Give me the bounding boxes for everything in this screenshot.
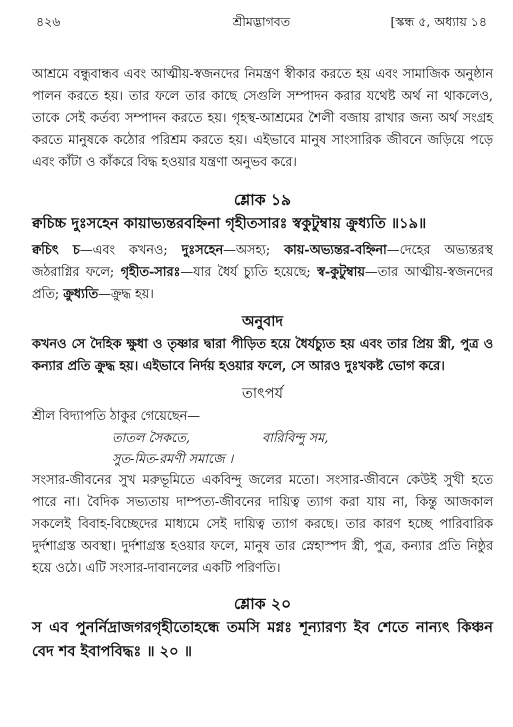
synonym-meaning: —দেহের অভ্যন্তরস্থ জঠরাগ্নির ফলে;: [32, 243, 493, 280]
verse-20-text: স এব পুনর্নিদ্রাজগরগৃহীতোহন্ধে তমসি মগ্নঃ শূন্যারণ্য ইব শেতে নান্যৎ কিঞ্চন বেদ শব ইবাপবিদ্ধঃ ॥ ২০ ॥: [32, 619, 493, 660]
synonym-meaning: —তার আত্মীয়-স্বজনদের প্রতি;: [32, 265, 494, 302]
verse-19-heading: শ্লোক ১৯: [233, 190, 292, 209]
quote-line-1b: বারিবিন্দু সম,: [262, 431, 329, 446]
synonym-term: ক্রুধ্যতি: [63, 287, 99, 302]
purport-text: সংসার-জীবনের সুখ মরুভূমিতে একবিন্দু জলের মতো। সংসার-জীবনে কেউই সুখী হতে পারে না। বৈদিক সভ্যতায় দাম্পত্য-জীবনের দায়িত্ব ত্যাগ করা যায় না, কিন্তু আজকাল সকলেই বিবাহ-বিচ্ছেদের মাধ্যমে সেই দায়িত্ব ত্যাগ করছে। তার কারণ হচ্ছে পারিবারিক দুর্দশাগ্রস্ত অবস্থা। দুর্দশাগ্রস্ত হওয়ার ফলে, মানুষ তার স্নেহাস্পদ স্ত্রী, পুত্র, কন্যার প্রতি নিষ্ঠুর হয়ে ওঠে। এটি সংসার-দাবানলের একটি পরিণতি।: [32, 473, 493, 576]
synonym-term: দুঃসহেন: [181, 243, 224, 258]
synonym-meaning: —এবং কখনও;: [79, 243, 182, 258]
section-reference: [স্কন্ধ ৫, অধ্যায় ১৪: [390, 14, 487, 29]
synonym-term: স্ব-কুটুম্বায়: [317, 265, 365, 280]
verse-20-heading: শ্লোক ২০: [233, 594, 292, 613]
synonym-meaning: —যার ধৈর্য চ্যুতি হয়েছে;: [180, 265, 318, 280]
synonym-meaning: —ক্রুদ্ধ হয়।: [98, 287, 154, 302]
synonym-term: কায়-অভ্যন্তর-বহ্নিনা: [284, 243, 387, 258]
page-body: [32, 64, 493, 664]
synonym-meaning: —অসহ্য;: [223, 243, 285, 258]
page-header: [36, 14, 487, 32]
synonyms-paragraph: [32, 240, 493, 306]
translation-text: কখনও সে দৈহিক ক্ষুধা ও তৃষ্ণার দ্বারা পীড়িত হয়ে ধৈর্যচ্যুত হয় এবং তার প্রিয় স্ত্রী, পুত্র ও কন্যার প্রতি ক্রুদ্ধ হয়। এইভাবে নির্দয় হওয়ার ফলে, সে আরও দুঃখকষ্ট ভোগ করে।: [32, 337, 493, 374]
purport-quote: [32, 428, 493, 470]
quote-line-2: সুত-মিত-রমণী সমাজে ।: [112, 452, 234, 467]
running-title: শ্রীমদ্ভাগবত: [232, 14, 291, 29]
purport-heading: তাৎপর্য: [241, 386, 284, 402]
intro-paragraph: আশ্রমে বন্ধুবান্ধব এবং আত্মীয়-স্বজনদের নিমন্ত্রণ স্বীকার করতে হয় এবং সামাজিক অনুষ্ঠান পালন করতে হয়। তার ফলে তার কাছে সেগুলি সম্পাদন করার যথেষ্ট অর্থ না থাকলেও, তাকে সেই কর্তব্য সম্পাদন করতে হয়। গৃহস্থ-আশ্রমের শৈলী বজায় রাখার জন্য অর্থ সংগ্রহ করতে মানুষকে কঠোর পরিশ্রম করতে হয়। এইভাবে মানুষ সাংসারিক জীবনে জড়িয়ে পড়ে এবং কাঁটা ও কাঁকরে বিদ্ধ হওয়ার যন্ত্রণা অনুভব করে।: [32, 67, 493, 170]
translation-heading: অনুবাদ: [241, 313, 284, 330]
quote-line-1a: তাতল সৈকতে,: [112, 431, 190, 446]
verse-19-text: ক্বচিচ্চ দুঃসহেন কায়াভ্যন্তরবহ্নিনা গৃহীতসারঃ স্বকুটুম্বায় ক্রুধ্যতি ॥১৯॥: [32, 215, 427, 232]
purport-lead: শ্রীল বিদ্যাপতি ঠাকুর গেয়েছেন—: [32, 409, 201, 424]
synonym-term: ক্বচিৎ চ: [32, 243, 80, 258]
synonym-term: গৃহীত-সারঃ: [120, 265, 181, 280]
page-number: ৪২৬: [36, 14, 61, 29]
